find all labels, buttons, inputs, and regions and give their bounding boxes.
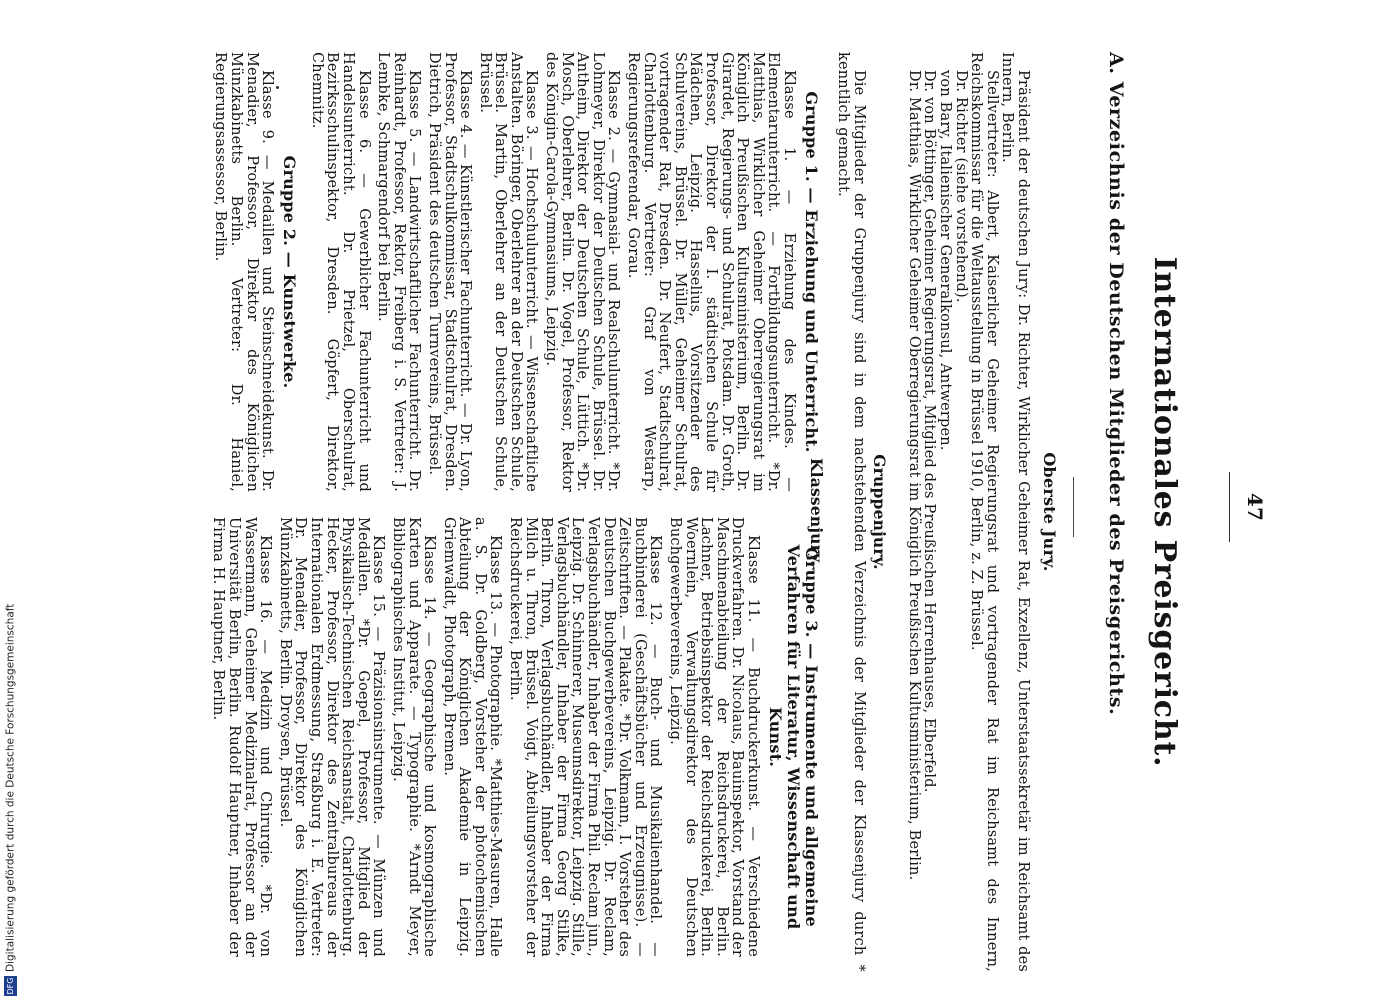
oberste-jury-member: Dr. Richter (siehe vorstehend). — [952, 70, 969, 303]
group1-heading: Gruppe 1. — Erziehung und Unterricht. — [802, 91, 821, 453]
gruppenjury-heading: Gruppenjury. — [870, 454, 890, 570]
oberste-jury-president: Präsident der deutschen Jury: Dr. Richter, Wirklicher Geheimer Rat, Exzellenz, Unterstaatssekretär im Reichsamt des Innern, Berlin. — [999, 52, 1031, 972]
oberste-jury-deputy: Stellvertreter: Albert, Kaiserlicher Geheimer Regierungsrat und vortragender Rat im Reichsamt des Innern, Reichskommissar für die Weltausstellung in Brüssel 1910, Berlin, z. Z. Brüssel. — [968, 52, 1000, 972]
page-title: Internationales Preisgericht. — [1147, 256, 1182, 768]
title-divider — [1073, 477, 1074, 537]
page-number-rule — [1229, 472, 1230, 542]
dfg-logo: DFG — [6, 977, 15, 995]
klasse-6-entry: Klasse 6. — Gewerblicher Fachunterricht und Handelsunterricht. Dr. Prietzel, Oberschulrat, Bezirksschulinspektor, Dresden. Göpfert, Direktor, Chemnitz. — [308, 52, 372, 492]
klassenjury-heading: Klassenjury. — [807, 457, 827, 567]
oberste-jury-heading: Oberste Jury. — [1040, 452, 1059, 572]
group3-heading: Gruppe 3. — Instrumente und allgemeine Verfahren für Literatur, Wissenschaft und Kunst. — [766, 544, 821, 930]
section-title: A. Verzeichnis der Deutschen Mitglieder des Preisgerichts. — [1105, 52, 1127, 716]
left-column — [212, 52, 820, 492]
right-column — [210, 517, 820, 957]
klasse-5-entry: Klasse 5. — Landwirtschaftlicher Fachunterricht. Dr. Reinhardt, Professor, Rektor, Freiberg i. S. Vertreter: J. Lembke, Schmargendorf bei Berlin. — [375, 52, 423, 492]
klasse-1-entry: Klasse 1. — Erziehung des Kindes. — Elementarunterricht. — Fortbildungsunterricht. *Dr. Matthias, Wirklicher Geheimer Oberregierungsrat im Königlich Preußischen Kultusministerium, Berlin. Dr. Girardet, Regierungs- und Schulrat, Potsdam. Dr. Groth, Professor, Direktor der I. städtischen Schule für Mädchen, Leipzig. Hasselius, Vorsitzender des Schulvereins, Brüssel. Dr. Müller, Geheimer Schulrat, vortragender Rat, Dresden. Dr. Neufert, Stadtschulrat, Charlottenburg. Vertreter: Graf von Westarp, Regierungsreferendar, Gorau. — [625, 52, 797, 492]
klasse-4-entry: Klasse 4. — Künstlerischer Fachunterricht. — Dr. Lyon, Professor, Stadtschulkommissar, Stadtschulrat, Dresden. Dietrich, Präsident des deutschen Turnvereins, Brüssel. — [425, 52, 474, 492]
klasse-12-entry: Klasse 12. — Buch- und Musikalienhandel. — Buchbinderei (Geschäftsbücher und Erzeugnisse). — Zeitschriften. — Plakate. *Dr. Volkmann, I. Vorsteher des Deutschen Buchgewerbevereins, Leipzig. Dr. Reclam, Verlagsbuchhändler, Inhaber der Firma Phil. Reclam jun., Leipzig. Dr. Schinnerer, Museumsdirektor, Leipzig. Stille, Verlagsbuchhändler, Inhaber der Firma Georg Stilke, Berlin. Thron, Verlagsbuchhändler, Inhaber der Firma Milch u. Thron, Brüssel. Voigt, Abteilungsvorsteher der Reichsdruckerei, Berlin. — [507, 517, 664, 957]
oberste-jury-member: Dr. Matthias, Wirklicher Geheimer Oberregierungsrat im Königlich Preußischen Kultusministerium, Berlin. — [905, 70, 922, 881]
gruppenjury-note: Die Mitglieder der Gruppenjury sind in dem nachstehenden Verzeichnis der Mitglieder der Klassenjury durch * kenntlich gemacht. — [835, 52, 867, 972]
klasse-13-entry: Klasse 13. — Photographie. *Matthies-Masuren, Halle a. S. Dr. Goldberg, Vorsteher der photochemischen Abteilung der Königlichen Akademie in Leipzig. Griemwaldt, Photograph, Bremen. — [440, 517, 504, 957]
klasse-9-entry: Klasse 9. — Medaillen und Steinschneidekunst. Dr. Menadier, Professor, Direktor des Königlichen Münzkabinetts Berlin. Vertreter: Dr. Haniel, Regierungsassessor, Berlin. — [212, 52, 276, 492]
oberste-jury-section — [809, 52, 1060, 972]
digitization-footer — [4, 0, 17, 996]
klasse-11-entry: Klasse 11. — Buchdruckerkunst. — Verschiedene Druckverfahren. Dr. Nicolaus, Bauinspektor, Vorstand der Maschinenabteilung der Reichsdruckerei, Berlin. Lachner, Betriebsinspektor der Reichsdruckerei, Berlin. Woernlein, Verwaltungsdirektor des Deutschen Buchgewerbevereins, Leipzig. — [667, 517, 761, 957]
page-number: 47 — [1243, 492, 1267, 522]
oberste-jury-member: von Bary, Italienischer Generalkonsul, Antwerpen. — [937, 70, 954, 451]
klasse-2-entry: Klasse 2. — Gymnasial- und Realschulunterricht. *Dr. Lohmeyer, Direktor der Deutschen Schule, Brüssel. Dr. Antheim, Direktor der Deutschen Schule, Lüttich. *Dr. Mosch, Oberlehrer, Berlin. Dr. Vogel, Professor, Rektor des Königin-Carola-Gymnasiums, Leipzig. — [543, 52, 622, 492]
footer-text: Digitalisierung gefördert durch die Deutsche Forschungsgemeinschaft — [4, 603, 17, 972]
oberste-jury-member: Dr. von Böttinger, Geheimer Regierungsrat, Mitglied des Preußischen Herrenhauses, Elberfeld. — [921, 70, 938, 793]
klasse-16-entry: Klasse 16. — Medizin und Chirurgie. *Dr. von Wassermann, Geheimer Medizinalrat, Professor an der Universität Berlin, Berlin. Rudolf Hauptner, Inhaber der Firma H. Hauptner, Berlin. — [210, 517, 274, 957]
rotated-document-sheet — [45, 22, 1270, 982]
klasse-3-entry: Klasse 3. — Hochschulunterricht. — Wissenschaftliche Anstalten. Böringer, Oberlehrer an der Deutschen Schule, Brüssel. Martin, Oberlehrer an der Deutschen Schule, Brüssel. — [476, 52, 540, 492]
klasse-15-entry: Klasse 15. — Präzisionsinstrumente. — Münzen und Medaillen. *Dr. Goepel, Professor, Mitglied der Physikalisch-Technischen Reichsanstalt, Charlottenburg. Hecker, Professor, Direktor des Zentralbureaus der Internationalen Erdmessung, Straßburg i. E. Vertreter: Dr. Menadier, Professor, Direktor des Königlichen Münzkabinetts, Berlin. Droysen, Brüssel. — [276, 517, 387, 957]
klasse-14-entry: Klasse 14. — Geographische und kosmographische Karten und Apparate. — Typographie. *Arndt Meyer, Bibliographisches Institut, Leipzig. — [389, 517, 438, 957]
group2-heading: Gruppe 2. — Kunstwerke. — [280, 155, 300, 389]
